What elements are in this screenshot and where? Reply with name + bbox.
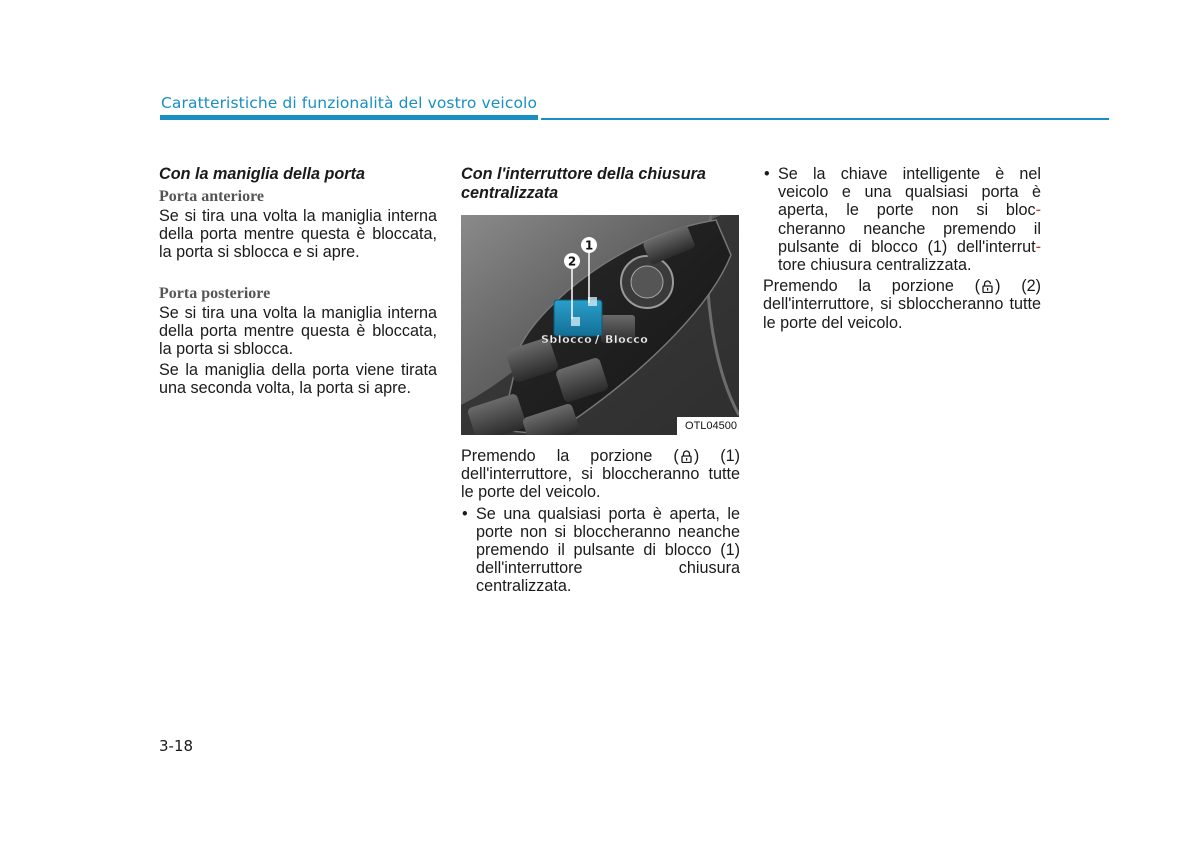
lock-closed-icon	[680, 450, 693, 463]
lock-label: Blocco	[605, 333, 649, 346]
lock-instruction	[461, 447, 740, 502]
rear-door-text-2: Se la maniglia della porta viene tirata una seconda volta, la porta si apre.	[159, 361, 437, 398]
door-open-bullet: • Se una qualsiasi porta è aperta, le porte non si bloccheranno neanche premendo il pulsante di blocco (1) dell'interruttore chiusura centralizzata.	[461, 505, 740, 596]
rear-door-subheading: Porta posteriore	[159, 284, 271, 302]
header-rule-thin	[541, 118, 1109, 120]
lock-instruction-post: ) (1) dell'interruttore, si bloccheranno tutte le porte del veicolo.	[461, 447, 740, 502]
front-door-text: Se si tira una volta la maniglia interna della porta mentre questa è bloccata, la porta si sblocca e si apre.	[159, 207, 437, 262]
hyphen-mark: -	[1035, 237, 1041, 256]
door-switch-figure	[461, 215, 739, 435]
column-3	[763, 165, 1041, 332]
unlock-instruction-post: ) (2) dell'interruttore, si sbloccheranno tutte le porte del veicolo.	[763, 277, 1041, 332]
section-heading-switch: Con l'interruttore della chiusura centralizzata	[461, 165, 706, 202]
column-2	[461, 165, 740, 596]
unlock-instruction-pre: Premendo la porzione (	[763, 277, 981, 296]
unlock-label: Sblocco	[541, 333, 593, 346]
column-1	[159, 165, 437, 398]
front-door-subheading: Porta anteriore	[159, 188, 264, 205]
unlock-instruction	[763, 277, 1041, 332]
header-title: Caratteristiche di funzionalità del vostro veicolo	[161, 94, 538, 112]
lock-open-icon	[981, 280, 994, 293]
rear-door-text-1: Se si tira una volta la maniglia interna della porta mentre questa è bloccata, la porta si sblocca.	[159, 303, 437, 359]
smart-key-bullet: • Se la chiave intelligente è nel veicolo e una qualsiasi porta è aperta, le porte non si bloc- cheranno neanche premendo il pulsante di blocco (1) dell'interrut- tore chiusura centralizzata.	[763, 165, 1041, 274]
callout-2-number: 2	[567, 254, 577, 269]
callout-1-number: 1	[584, 238, 594, 253]
header-rule-thick	[160, 115, 538, 120]
page-number: 3-18	[159, 737, 194, 755]
hyphen-mark: -	[1035, 201, 1041, 220]
door-panel-illustration	[461, 215, 739, 435]
section-heading: Con la maniglia della porta	[159, 165, 365, 183]
label-separator: /	[595, 333, 600, 346]
figure-code: OTL04500	[677, 417, 739, 435]
lock-instruction-pre: Premendo la porzione (	[461, 447, 679, 465]
